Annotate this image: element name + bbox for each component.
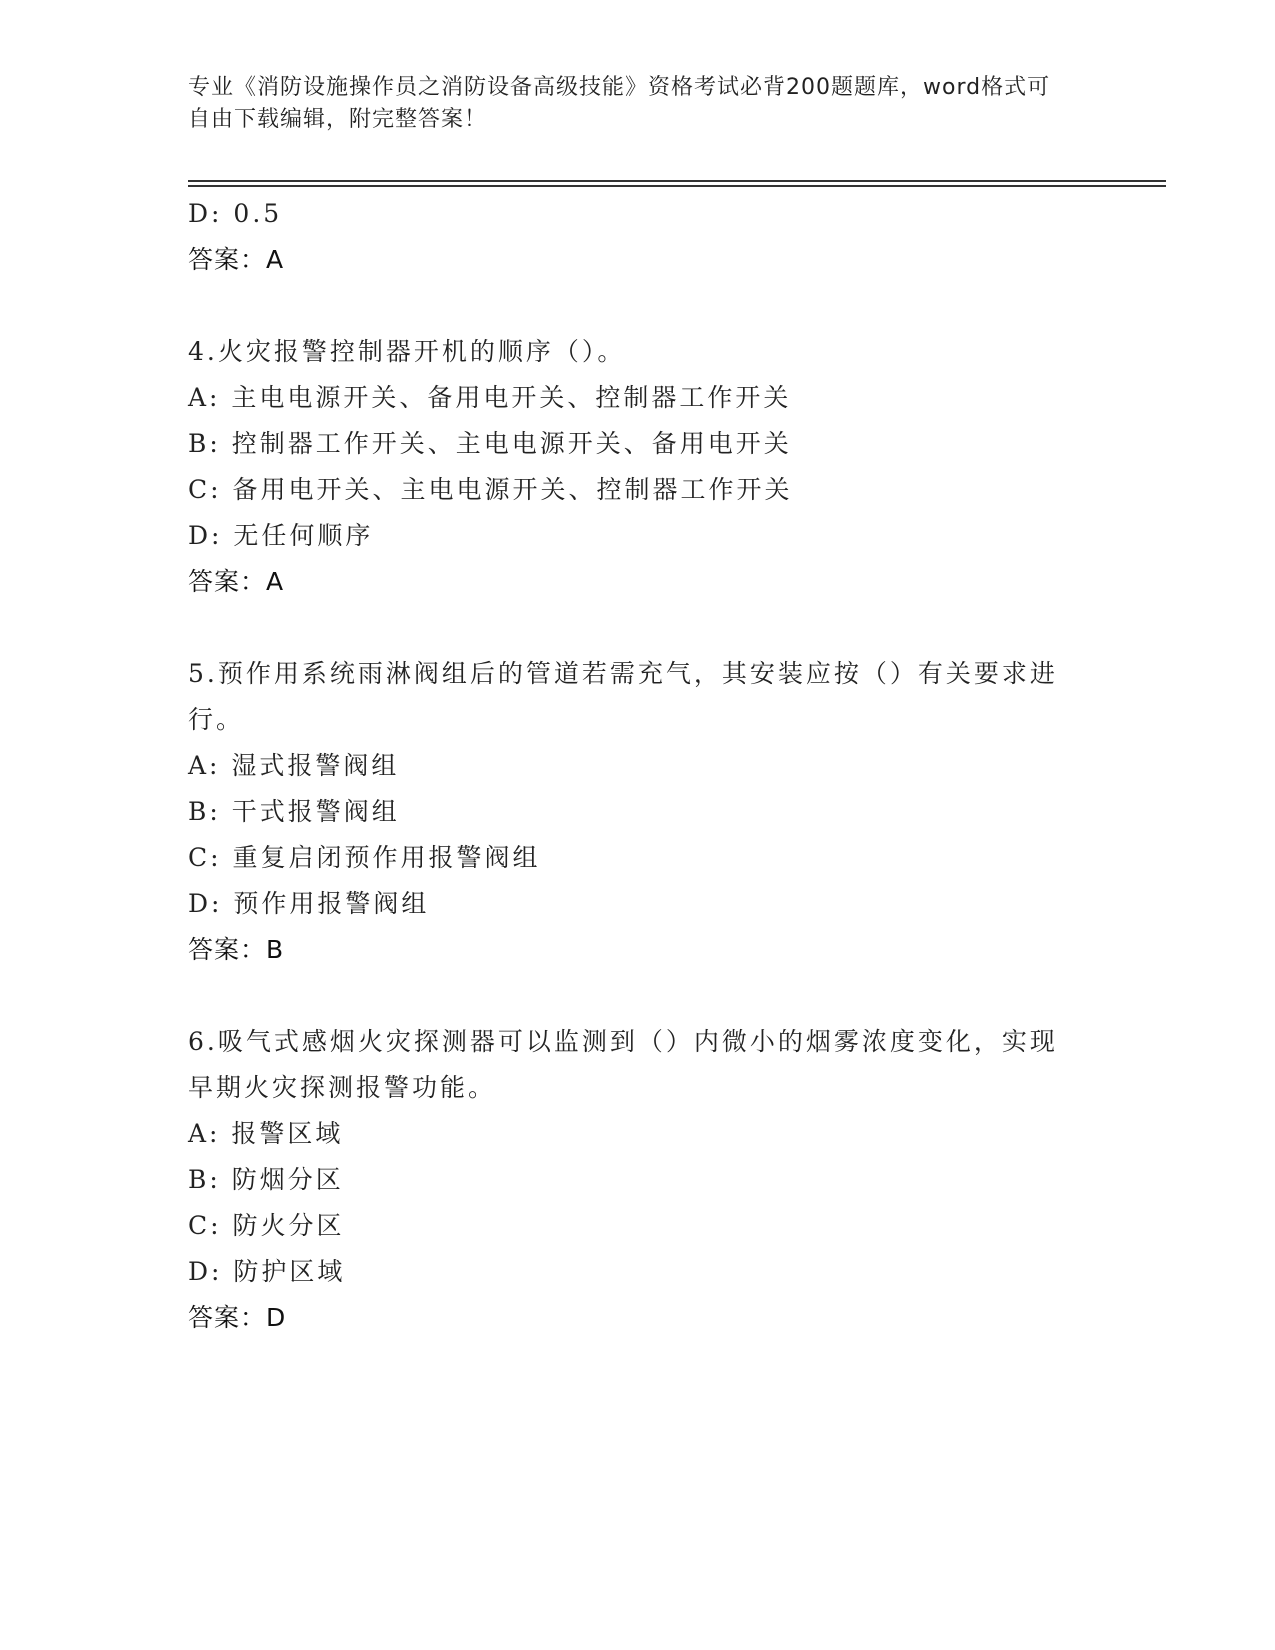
option-b: B: 控制器工作开关、主电电源开关、备用电开关 bbox=[188, 429, 792, 458]
spacer bbox=[188, 973, 1088, 1019]
question-stem: 4.火灾报警控制器开机的顺序（）。 bbox=[188, 337, 626, 366]
option-b: B: 防烟分区 bbox=[188, 1165, 344, 1194]
option-b: B: 干式报警阀组 bbox=[188, 797, 400, 826]
document-header: 专业《消防设施操作员之消防设备高级技能》资格考试必背200题题库，word格式可自由下载编辑，附完整答案！ bbox=[188, 75, 1051, 132]
spacer bbox=[188, 283, 1088, 329]
answer: 答案：A bbox=[188, 567, 285, 596]
option-d: D: 无任何顺序 bbox=[188, 521, 374, 550]
question-stem: 6.吸气式感烟火灾探测器可以监测到（）内微小的烟雾浓度变化，实现早期火灾探测报警功能。 bbox=[188, 1027, 1058, 1102]
prev-question-option-d: D: 0.5 bbox=[188, 199, 283, 228]
header-divider-bottom bbox=[188, 185, 1166, 187]
option-a: A: 主电电源开关、备用电开关、控制器工作开关 bbox=[188, 383, 792, 412]
option-a: A: 报警区域 bbox=[188, 1119, 344, 1148]
option-d: D: 防护区域 bbox=[188, 1257, 346, 1286]
option-c: C: 重复启闭预作用报警阀组 bbox=[188, 843, 541, 872]
question-4 bbox=[188, 329, 1088, 605]
option-a: A: 湿式报警阀组 bbox=[188, 751, 400, 780]
option-c: C: 防火分区 bbox=[188, 1211, 345, 1240]
option-c: C: 备用电开关、主电电源开关、控制器工作开关 bbox=[188, 475, 793, 504]
option-d: D: 预作用报警阀组 bbox=[188, 889, 430, 918]
answer: 答案：D bbox=[188, 1303, 287, 1332]
question-stem: 5.预作用系统雨淋阀组后的管道若需充气，其安装应按（）有关要求进行。 bbox=[188, 659, 1058, 734]
prev-question-answer: 答案：A bbox=[188, 245, 285, 274]
spacer bbox=[188, 605, 1088, 651]
question-list bbox=[188, 191, 1088, 1341]
question-6 bbox=[188, 1019, 1088, 1341]
answer: 答案：B bbox=[188, 935, 285, 964]
header-divider-top bbox=[188, 180, 1166, 182]
question-5 bbox=[188, 651, 1088, 973]
